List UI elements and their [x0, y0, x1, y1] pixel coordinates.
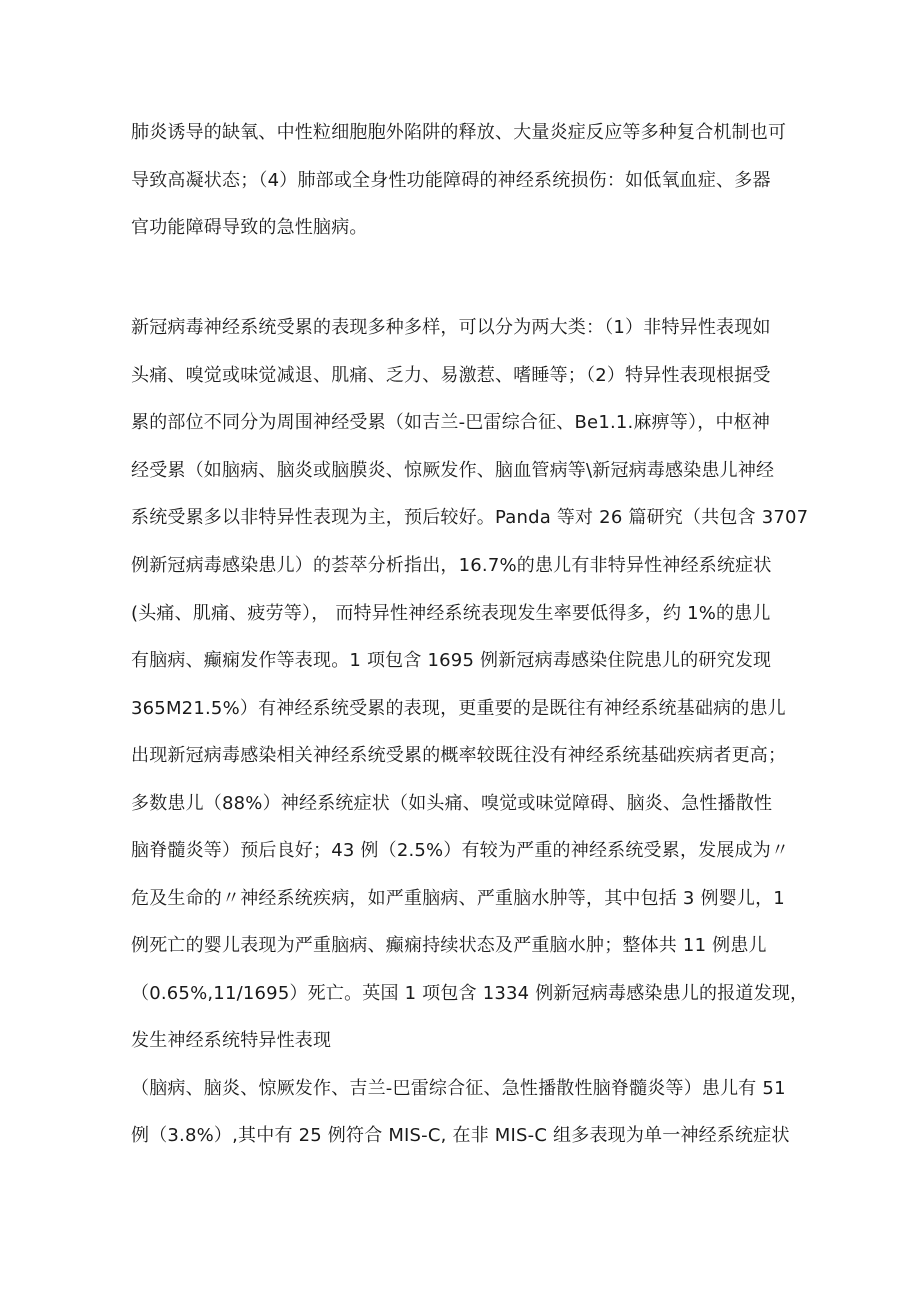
text-line: （0.65%,11/1695）死亡。英国 1 项包含 1334 例新冠病毒感染患儿的报道发现，: [131, 983, 809, 1004]
text-line: 系统受累多以非特异性表现为主，预后较好。Panda 等对 26 篇研究（共包含 3707: [131, 507, 809, 528]
text-line: (头痛、肌痛、疲劳等）， 而特异性神经系统表现发生率要低得多，约 1%的患儿: [131, 603, 771, 624]
text-line: 累的部位不同分为周围神经受累（如吉兰-巴雷综合征、Be1.1.麻痹等），中枢神: [131, 412, 771, 433]
text-line: （脑病、脑炎、惊厥发作、吉兰-巴雷综合征、急性播散性脑脊髓炎等）患儿有 51: [131, 1078, 786, 1099]
text-line: 365M21.5%）有神经系统受累的表现，更重要的是既往有神经系统基础病的患儿: [131, 698, 786, 719]
text-line: 例新冠病毒感染患儿）的荟萃分析指出，16.7%的患儿有非特异性神经系统症状: [131, 555, 772, 576]
text-line: 新冠病毒神经系统受累的表现多种多样，可以分为两大类：（1）非特异性表现如: [131, 317, 771, 338]
text-line: 经受累（如脑病、脑炎或脑膜炎、惊厥发作、脑血管病等\新冠病毒感染患儿神经: [131, 460, 775, 481]
text-line: 有脑病、癫痫发作等表现。1 项包含 1695 例新冠病毒感染住院患儿的研究发现: [131, 650, 772, 671]
text-line: 官功能障碍导致的急性脑病。: [131, 217, 368, 238]
text-line: 头痛、嗅觉或味觉减退、肌痛、乏力、易激惹、嗜睡等；（2）特异性表现根据受: [131, 365, 771, 386]
text-line: 脑脊髓炎等）预后良好；43 例（2.5%）有较为严重的神经系统受累，发展成为〃: [131, 840, 790, 861]
text-line: 肺炎诱导的缺氧、中性粒细胞胞外陷阱的释放、大量炎症反应等多种复合机制也可: [131, 122, 787, 143]
text-line: 例（3.8%）,其中有 25 例符合 MIS-C, 在非 MIS-C 组多表现为单一神经系统症状: [131, 1125, 790, 1146]
text-line: 出现新冠病毒感染相关神经系统受累的概率较既往没有神经系统基础疾病者更高；: [131, 745, 787, 766]
text-line: 例死亡的婴儿表现为严重脑病、癫痫持续状态及严重脑水肿；整体共 11 例患儿: [131, 935, 767, 956]
text-line: 危及生命的〃神经系统疾病，如严重脑病、严重脑水肿等，其中包括 3 例婴儿，1: [131, 888, 785, 909]
text-line: 导致高凝状态；（4）肺部或全身性功能障碍的神经系统损伤：如低氧血症、多器: [131, 170, 771, 191]
text-line: 发生神经系统特异性表现: [131, 1030, 332, 1051]
text-line: 多数患儿（88%）神经系统症状（如头痛、嗅觉或味觉障碍、脑炎、急性播散性: [131, 793, 773, 814]
